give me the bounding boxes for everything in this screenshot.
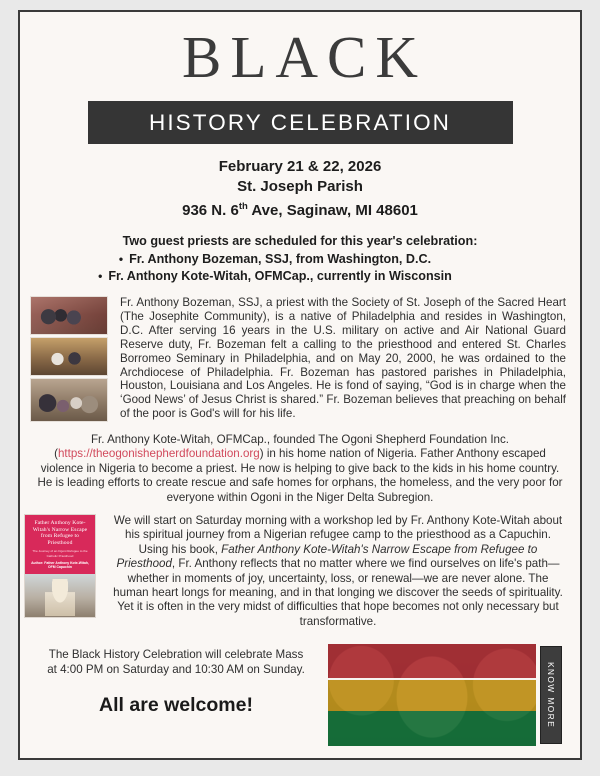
know-more-button[interactable] [540, 646, 562, 744]
foundation-url-link[interactable]: https://theogonishepherdfoundation.org [57, 447, 260, 461]
workshop-part2: , Fr. Anthony reflects that no matter where we find ourselves on life's path—whether in moments of joy, uncertainty, loss, or renewal—we are never alone. The human heart longs for meaning, and in that longing we discover the seeds of spirituality. Yet it is often in the very midst of difficulties that hope becomes not only necessary but transformative. [113, 557, 563, 628]
guest-priests-heading: Two guest priests are scheduled for this year's celebration: [122, 234, 478, 248]
mass-line-2: at 4:00 PM on Saturday and 10:30 AM on Sunday. [47, 662, 305, 676]
address-ordinal-suffix: th [238, 201, 248, 212]
book-cover-top [25, 515, 95, 574]
footer-image-area [328, 644, 562, 746]
event-date: February 21 & 22, 2026 [218, 158, 382, 175]
know-more-label: KNOW MORE [546, 661, 557, 729]
address-rest: Ave, Saginaw, MI 48601 [247, 202, 418, 219]
kote-witah-bio-part1: Fr. Anthony Kote-Witah, OFMCap., founded The Ogoni Shepherd Foundation Inc. ( [54, 433, 510, 461]
book-cover-author: Author: Father Anthony Kote-Witah, OFM Capuchin [31, 560, 89, 570]
guest-priest-name: Fr. Anthony Kote-Witah, OFMCap., currently in Wisconsin [108, 269, 452, 283]
photo-thumbnail [30, 296, 108, 335]
workshop-text [110, 514, 566, 629]
bozeman-bio-text: Fr. Anthony Bozeman, SSJ, a priest with the Society of St. Joseph of the Sacred Heart (The Josephite Community), is a native of Philadelphia and resides in Washington, D.C. After serving 16 years in the U.S. military on active and Air National Guard Reserve duty, Fr. Bozeman felt a calling to the priesthood and entered St. Charles Borromeo Seminary in Philadelphia, and on May 20, 2000, he was ordained to the Archdiocese of Philadelphia. Fr. Bozeman has pastored parishes in Philadelphia, Houston, Louisiana and Los Angeles. He is fond of saying, “God is in charge when the ‘Good News’ of Jesus Christ is shared.” Fr. Bozeman believes that preaching on behalf of the poor is God's will for his life. [120, 296, 566, 421]
flag-band-gold [328, 680, 536, 711]
footer-block [20, 644, 580, 759]
book-cover-title: Father Anthony Kote-Witah's Narrow Escape from Refugee to Priesthood [32, 520, 88, 546]
guest-priests-block [20, 233, 580, 285]
guest-priests-list [20, 251, 580, 285]
mass-line-1: The Black History Celebration will celebrate Mass [48, 648, 304, 662]
list-item [20, 251, 580, 268]
book-cover-photo [25, 574, 95, 617]
flag-overlay-photo [328, 644, 536, 746]
workshop-block [20, 514, 580, 632]
flag-band-green [328, 711, 536, 746]
mass-info [30, 648, 322, 717]
event-details [20, 157, 580, 221]
banner-label: HISTORY CELEBRATION [148, 109, 452, 135]
book-cover-image [24, 514, 96, 618]
book-cover-subtitle: The Journey of an Ogoni Refugee to the Catholic Priesthood [32, 549, 88, 558]
kote-witah-bio-text [32, 433, 568, 505]
welcome-message: All are welcome! [99, 694, 253, 717]
workshop-part1: We will start on Saturday morning with a workshop led by Fr. Anthony Kote-Witah about his spiritual journey from a Nigerian refugee camp to the priesthood as a Capuchin. Using his book, [113, 514, 563, 556]
address-number: 936 N. 6 [182, 202, 239, 219]
event-address [20, 197, 580, 221]
list-item [20, 268, 580, 285]
flyer-sheet [18, 10, 582, 760]
photo-thumbnail [30, 337, 108, 376]
page-title: BLACK [182, 24, 427, 90]
guest-priest-name: Fr. Anthony Bozeman, SSJ, from Washington, D.C. [129, 252, 432, 266]
flag-band-red [328, 644, 536, 678]
kote-witah-bio-part2: ) in his home nation of Nigeria. Father Anthony escaped violence in Nigeria to become a priest. He now is helping to give back to the kids in his home country. He is leading efforts to create rescue and safe homes for orphans, the homeless, and the very poor for everyone within Ogoni in the Niger Delta Subregion. [37, 447, 563, 504]
bozeman-bio-block [20, 296, 580, 424]
subtitle-banner [88, 101, 513, 144]
workshop-book-title: Father Anthony Kote-Witah's Narrow Escape from Refugee to Priesthood [116, 542, 538, 571]
photo-thumbnail [30, 378, 108, 422]
photo-stack [30, 296, 108, 424]
event-venue: St. Joseph Parish [237, 178, 363, 195]
